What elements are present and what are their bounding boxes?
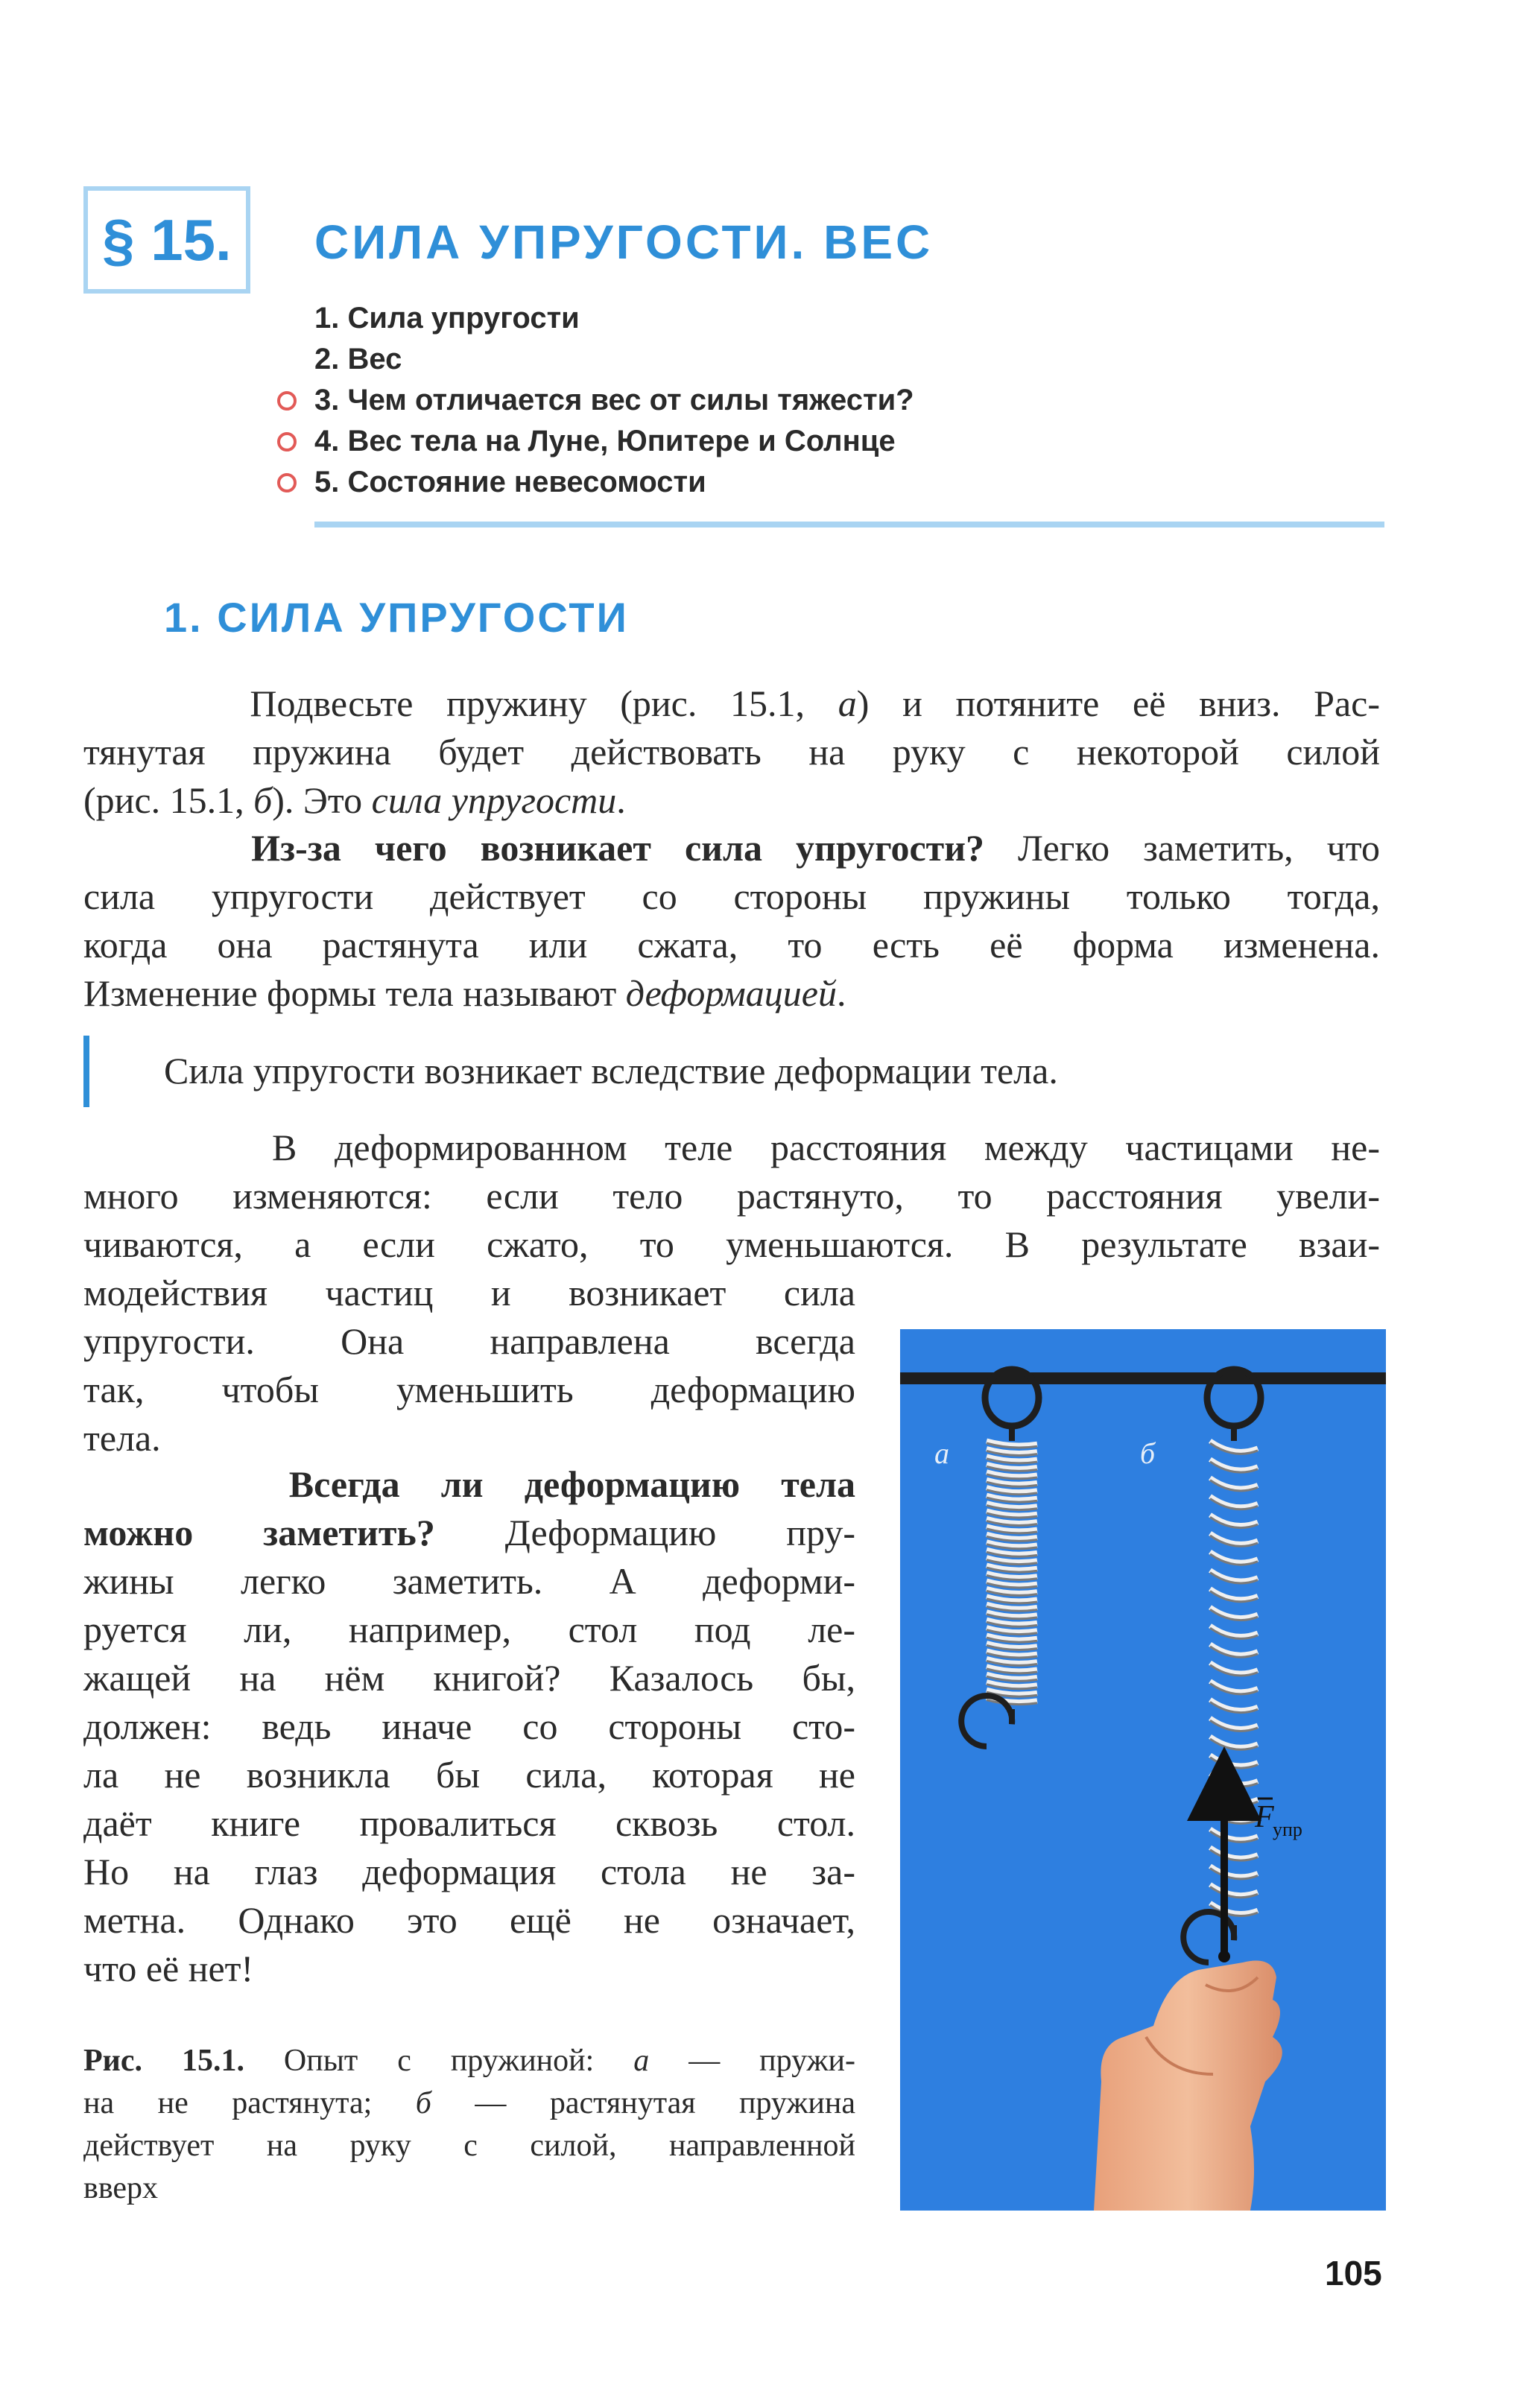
figure-caption-label: Рис. 15.1. [83, 2044, 244, 2078]
question-heading: Из-за чего возникает сила упругости? [251, 827, 985, 869]
spring-coil [1210, 1607, 1258, 1618]
text-line: руется ли, например, стол под ле- [83, 1609, 855, 1650]
text-line: много изменяются: если тело растянуто, то расстояния увели- [83, 1175, 1380, 1217]
spring-coil [1210, 1588, 1258, 1599]
toc-item[interactable] [277, 380, 1410, 421]
spring-coil [1210, 1737, 1258, 1747]
text-line: вверх [83, 2171, 159, 2205]
rule-marker-bar [83, 1036, 89, 1107]
circle-marker-icon [277, 473, 297, 492]
spring-coil [1210, 1496, 1258, 1506]
term-elastic-force: сила упругости [371, 779, 617, 821]
spring-illustration [900, 1329, 1386, 2211]
text-line: что её нет! [83, 1948, 254, 1989]
paragraph-intro [83, 679, 1380, 825]
section-number-box [83, 186, 250, 294]
spring-coil [1210, 1571, 1258, 1581]
rule-statement: Сила упругости возникает вследствие деформации тела. [164, 1050, 1058, 1091]
spring-coil [1210, 1810, 1258, 1821]
figure-label-a: а [934, 1436, 949, 1470]
force-subscript: упр [1273, 1819, 1302, 1840]
text-line: даёт книге провалиться сквозь стол. [83, 1802, 855, 1844]
spring-coil [1210, 1848, 1258, 1858]
spring-coil [1210, 1718, 1258, 1729]
text-line [83, 1460, 855, 1509]
paragraph-particles [83, 1124, 1380, 1269]
spring-coil [1210, 1626, 1258, 1636]
toc-item-label: 3. Чем отличается вес от силы тяжести? [314, 384, 914, 416]
spring-coil [1210, 1515, 1258, 1525]
section-title: СИЛА УПРУГОСТИ. ВЕС [314, 215, 934, 269]
toc-item-label: 4. Вес тела на Луне, Юпитере и Солнце [314, 425, 896, 457]
figure-label-b: б [1140, 1436, 1156, 1470]
subsection-title: 1. СИЛА УПРУГОСТИ [164, 594, 629, 641]
toc-item[interactable] [277, 462, 1410, 503]
toc-item-label: 5. Состояние невесомости [314, 466, 706, 498]
toc-divider [314, 522, 1384, 527]
text-line: Рис. 15.1. Опыт с пружиной: а — пружи- [83, 2044, 855, 2078]
text-line: тянутая пружина будет действовать на руку с некоторой силой [83, 731, 1380, 773]
text-line: жащей на нём книгой? Казалось бы, [83, 1657, 855, 1699]
text-line: должен: ведь иначе со стороны сто- [83, 1705, 855, 1747]
spring-coil [1210, 1774, 1258, 1784]
text-line: чиваются, а если сжато, то уменьшаются. В результате взаи- [83, 1223, 1380, 1265]
question-heading: Всегда ли деформацию тела [288, 1463, 855, 1505]
spring-coil [1210, 1866, 1258, 1877]
spring-coil [1210, 1441, 1258, 1451]
spring-coil [1210, 1884, 1258, 1895]
text-line: жины легко заметить. А деформи- [83, 1560, 855, 1602]
text-line: Подвесьте пружину (рис. 15.1, а) и потяните её вниз. Рас- [250, 682, 1380, 724]
text-line: так, чтобы уменьшить деформацию [83, 1369, 855, 1410]
toc-item[interactable] [277, 298, 1410, 339]
spring-coil [1210, 1755, 1258, 1766]
term-deformation: деформацией [625, 972, 837, 1014]
text-line: ла не возникла бы сила, которая не [83, 1754, 855, 1796]
spring-coil [1210, 1663, 1258, 1673]
text-line: тела. [83, 1417, 161, 1459]
toc-item-label: 1. Сила упругости [314, 302, 580, 335]
spring-coil [1210, 1552, 1258, 1562]
section-number: § 15. [102, 206, 232, 273]
spring-coil [1210, 1644, 1258, 1655]
paragraph-visible-deformation [83, 1460, 855, 1993]
paragraph-direction [83, 1269, 855, 1463]
hand [1094, 1961, 1282, 2211]
text-line: упругости. Она направлена всегда [83, 1320, 855, 1362]
figure-spring-experiment [900, 1329, 1386, 2211]
text-line: (рис. 15.1, б). Это сила упругости. [83, 779, 626, 821]
spring-coil [1210, 1533, 1258, 1544]
text-line: Изменение формы тела называют деформацией. [83, 972, 846, 1014]
circle-marker-icon [277, 391, 297, 411]
text-line: метна. Однако это ещё не означает, [83, 1899, 855, 1941]
page-number: 105 [1325, 2254, 1382, 2293]
text-line: В деформированном теле расстояния между частицами не- [272, 1127, 1380, 1168]
table-of-contents [277, 298, 1410, 503]
spring-coil [1210, 1829, 1258, 1840]
paragraph-cause [83, 824, 1380, 1018]
spring-a [961, 1369, 1039, 1746]
circle-marker-icon [277, 432, 297, 452]
suspension-rod [900, 1372, 1386, 1384]
spring-coil [1210, 1682, 1258, 1692]
spring-coil [1210, 1792, 1258, 1802]
text-line: на не растянута; б — растянутая пружина [83, 2086, 855, 2120]
spring-coil [1210, 1460, 1258, 1470]
text-line: сила упругости действует со стороны пружины только тогда, [83, 875, 1380, 917]
spring-coil [1210, 1478, 1258, 1489]
text-line: можно заметить? Деформацию пру- [83, 1512, 855, 1553]
text-line: модействия частиц и возникает сила [83, 1272, 855, 1314]
toc-item-label: 2. Вес [314, 343, 402, 376]
text-line: Из-за чего возникает сила упругости? Легко заметить, что [251, 827, 1380, 869]
text-line: когда она растянута или сжата, то есть её форма изменена. [83, 924, 1380, 966]
spring-coil [1210, 1699, 1258, 1710]
text-line: Но на глаз деформация стола не за- [83, 1851, 855, 1892]
figure-caption [83, 2040, 855, 2210]
toc-item[interactable] [277, 339, 1410, 380]
text-line: действует на руку с силой, направленной [83, 2129, 855, 2163]
force-symbol: F [1255, 1800, 1274, 1834]
toc-item[interactable] [277, 421, 1410, 462]
